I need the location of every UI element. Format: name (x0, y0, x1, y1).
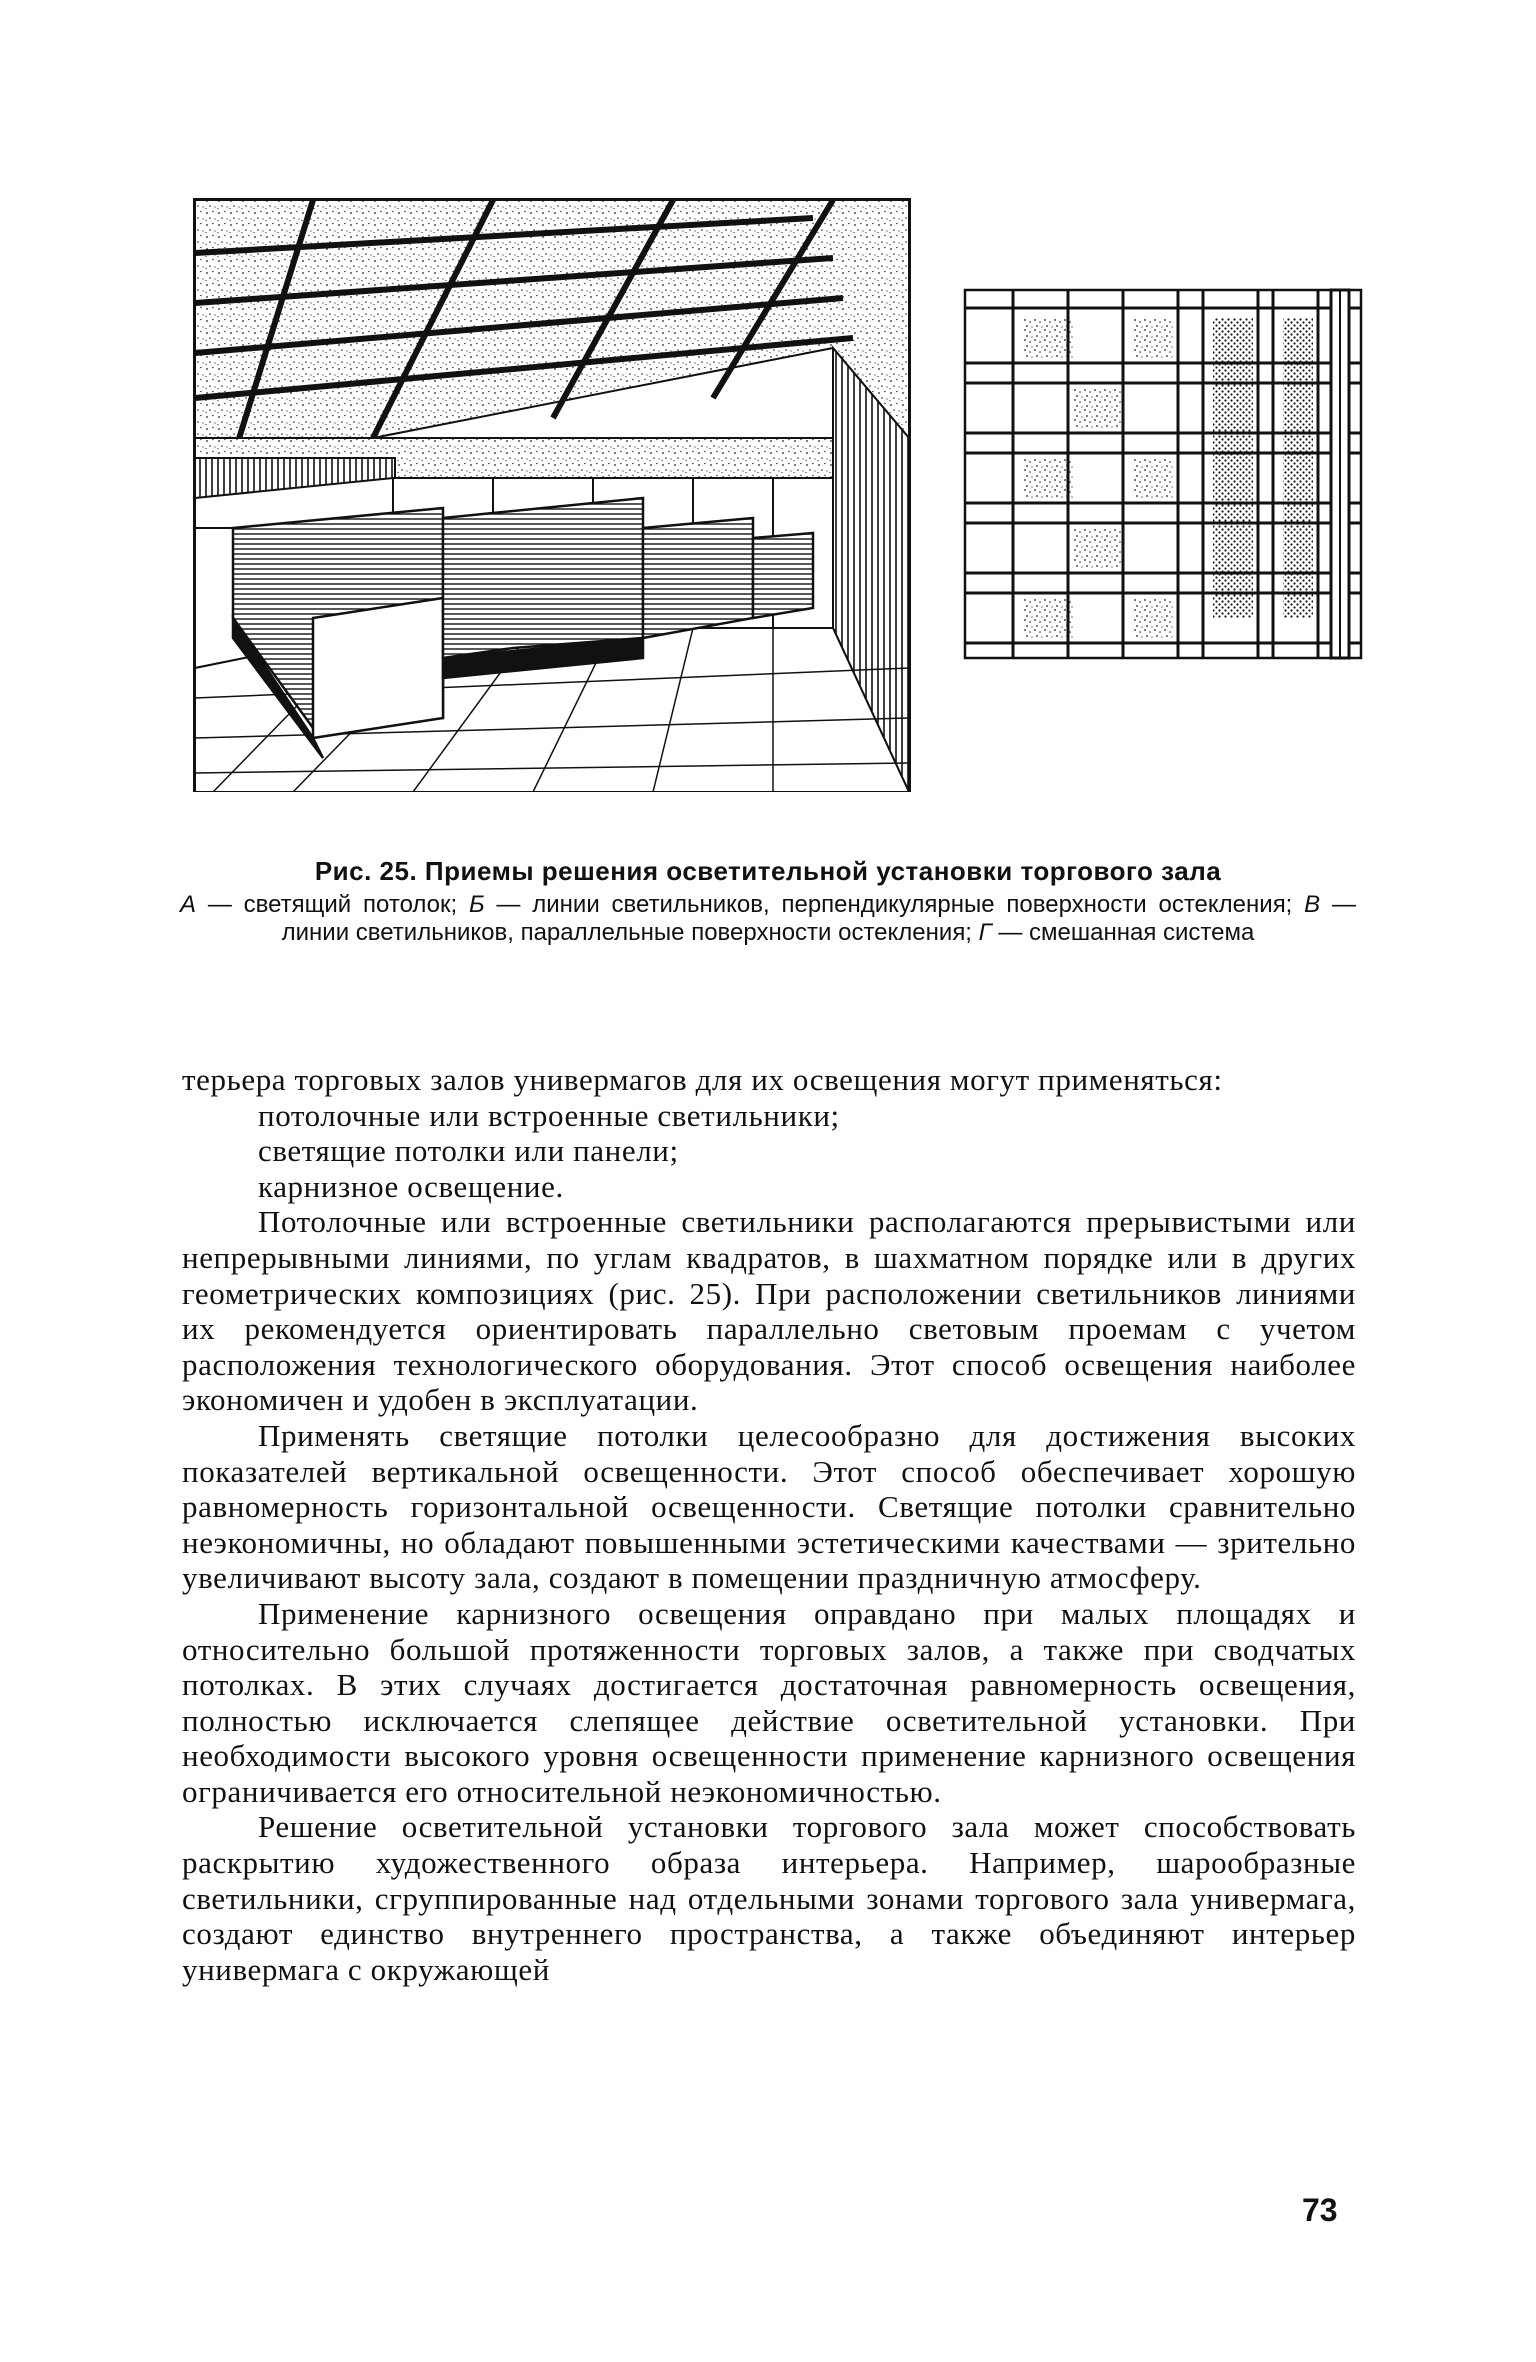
legend-text-g: — смешанная система (991, 919, 1255, 946)
list-item-luminous-ceilings: светящие потолки или панели; (258, 1133, 679, 1169)
figure-caption (180, 856, 1356, 947)
legend-text-b: — линии светильников, перпендикулярные поверхности остекления; (484, 891, 1305, 918)
figure-caption-title: Рис. 25. Приемы решения осветительной установки торгового зала (314, 856, 1222, 886)
paragraph-fixture-placement: Потолочные или встроенные светильники располагаются прерывистыми или непрерывными линиями, по углам квадратов, в шахматном порядке или в других геометрических композициях (рис. 25). При расположении светильников линиями их рекомендуется ориентировать параллельно световым проемам с учетом расположения технологического оборудования. Этот способ освещения наиболее экономичен и удобен в эксплуатации. (182, 1204, 1356, 1418)
ceiling-plan-grid-drawing (963, 288, 1363, 660)
paragraph-continued: терьера торговых залов универмагов для их освещения могут применяться: (182, 1062, 1223, 1097)
legend-text-v: — линии светильников, параллельные поверхности остекления; (281, 891, 1356, 946)
body-text (182, 1062, 1356, 1987)
figure-caption-legend (180, 891, 1356, 947)
legend-letter-a: А (180, 891, 197, 918)
sales-hall-perspective-drawing (193, 198, 911, 792)
legend-text-a: — светящий потолок; (196, 891, 469, 918)
list-item-ceiling-fixtures: потолочные или встроенные светильники; (258, 1097, 840, 1133)
paragraph-luminous-ceilings: Применять светящие потолки целесообразно для достижения высоких показателей вертикальной освещенности. Этот способ обеспечивает хорошую равномерность горизонтальной освещенности. Светящие потолки сравнительно неэкономичны, но обладают повышенными эстетическими качествами — зрительно увеличивают высоту зала, создают в помещении праздничную атмосферу. (182, 1417, 1356, 1596)
page-number: 73 (1302, 2192, 1338, 2228)
legend-letter-b: Б (469, 891, 485, 918)
paragraph-cornice-lighting: Применение карнизного освещения оправдано при малых площадях и относительно большой протяженности торговых залов, а также при сводчатых потолках. В этих случаях достигается достаточная равномерность освещения, полностью исключается слепящее действие осветительной установки. При необходимости высокого уровня освещенности применение карнизного освещения ограничивается его относительной неэкономичностью. (182, 1595, 1356, 1809)
legend-letter-v: В (1304, 891, 1321, 918)
legend-letter-g: Г (978, 919, 992, 946)
list-item-cornice-lighting: карнизное освещение. (258, 1168, 564, 1204)
paragraph-artistic-image: Решение осветительной установки торгового зала может способствовать раскрытию художественного образа интерьера. Например, шарообразные светильники, сгруппированные над отдельными зонами торгового зала универмага, создают единство внутреннего пространства, а также объединяют интерьер универмага с окружающей (182, 1809, 1356, 1987)
